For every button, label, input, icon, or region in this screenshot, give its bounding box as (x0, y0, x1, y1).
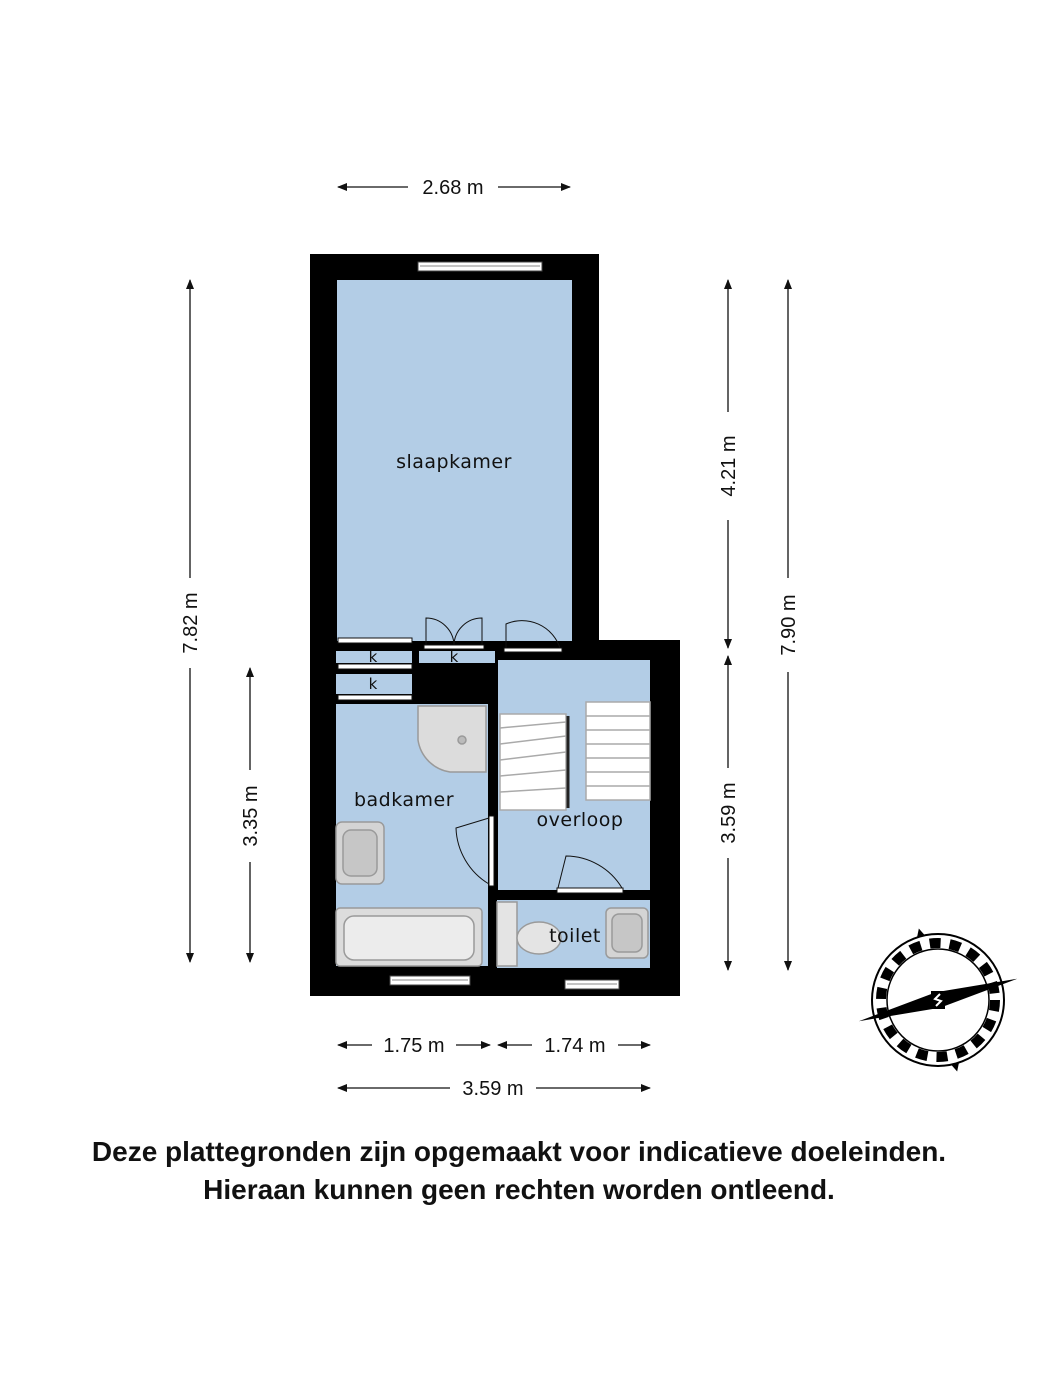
room-label-overloop: overloop (536, 809, 624, 831)
dimension-label-right-bedroom: 4.21 m (718, 435, 740, 497)
dimension-label-bottom-left: 1.75 m (383, 1035, 445, 1057)
compass-rose-icon (840, 907, 1037, 1092)
bathtub (336, 908, 482, 966)
room-label-kast-1: k (368, 648, 378, 666)
dimension-label-right-landing: 3.59 m (718, 782, 740, 844)
dimension-label-bottom-total: 3.59 m (462, 1078, 524, 1100)
disclaimer-line-2: Hieraan kunnen geen rechten worden ontleend. (203, 1174, 835, 1205)
dimension-label-top-width: 2.68 m (422, 177, 484, 199)
dimension-label-right-total: 7.90 m (778, 594, 800, 656)
stair-left (500, 714, 568, 810)
room-label-slaapkamer: slaapkamer (396, 451, 512, 473)
stair-right (586, 702, 650, 800)
room-label-badkamer: badkamer (353, 789, 455, 811)
room-label-kast-2: k (368, 675, 378, 693)
sink-badkamer (336, 822, 384, 884)
sink-toilet (606, 908, 648, 958)
room-label-toilet: toilet (549, 925, 601, 947)
dimension-label-left-total: 7.82 m (180, 592, 202, 654)
disclaimer-line-1: Deze plattegronden zijn opgemaakt voor indicatieve doeleinden. (91, 1136, 947, 1167)
dimension-label-bottom-right: 1.74 m (544, 1035, 606, 1057)
room-label-kast-3: k (449, 648, 459, 666)
dimension-label-left-bathroom: 3.35 m (240, 785, 262, 847)
